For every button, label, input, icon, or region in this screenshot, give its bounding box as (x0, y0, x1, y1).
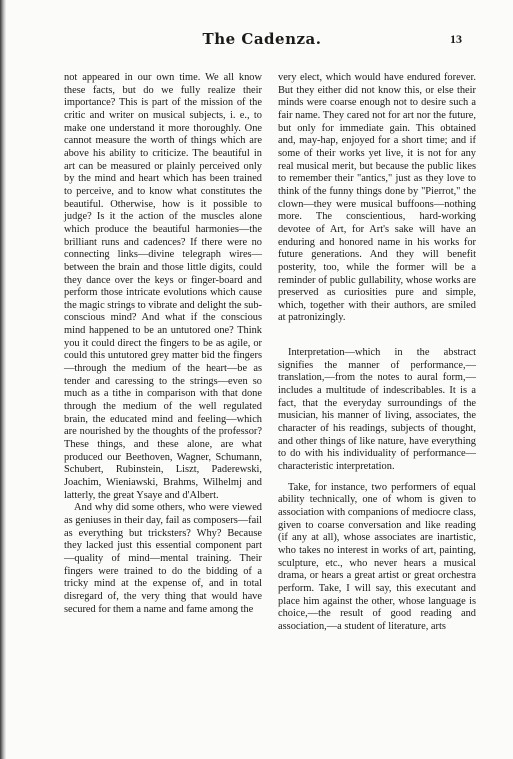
running-header (64, 30, 460, 52)
right-paragraph-1: very elect, which would have endured forever. But they either did not know this, or else their minds were coarse enough not to desire such a fair name. They cared not for art nor the future, but only for immediate gain. This obtained and, may-hap, enjoyed for a short time; and if some of their works yet live, it is not for any real musical merit, but because the public likes to remember their "antics," just as they love to think of the funny things done by "Pierrot," the clown—they were musical buffoons—nothing more. The conscientious, hard-working devotee of Art, for Art's sake will have an enduring and honored name in his works for future generations. And they will benefit posterity, too, while the former will be a reminder of public gullability, whose works are preserved as curiosities pure and simple, which, together with their authors, are smiled at patronizingly. (278, 72, 476, 324)
right-paragraph-2: Interpretation—which in the abstract signifies the manner of performance,—translation,—from the notes to aural form,—includes a multitude of indescribables. It is a fact, that the everyday surroundings of the musician, his manner of living, associates, the character of his readings, subjects of thought, and other things of like nature, have everything to do with his individuality of performance—characteristic interpretation. (278, 347, 476, 473)
right-paragraph-3: Take, for instance, two performers of equal ability technically, one of whom is given to association with companions of mediocre class, given to coarse conversation and like reading (if any at all), whose associates are inartistic, who takes no interest in works of art, painting, sculpture, etc., who never hears a musical drama, or hears a great artist or great orchestra perform. Take, I will say, this executant and place him against the other, whose language is choice,—the result of good reading and association,—a student of literature, arts (278, 481, 476, 632)
left-column (64, 72, 262, 616)
left-paragraph-1: not appeared in our own time. We all know these facts, but do we fully realize their importance? This is part of the mission of the critic and writer on musical subjects, i. e., to make one understand it more thoroughly. One cannot measure the worth of things which are above his ability to criticize. The beautiful in art can be measured or plainly perceived only by the mind and heart which has been trained to perceive, and to know what constitutes the beautiful. Otherwise, how is it possible to judge? Is it the action of the muscles alone which produce the beautiful harmonies—the brilliant runs and cadences? If there were no connecting links—divine telegraph wires—between the brain and those little digits, could they dance over the keys or finger-board and perform those intricate evolutions which cause the magic strings to vibrate and delight the sub-conscious mind? And what if the conscious mind happened to be an untutored one? Think you it could direct the fingers to be as agile, or could this untutored grey matter bid the fingers—through the medium of the heart—be as tender and caressing to the strings—even so much as a tithe in comparison with that done through the medium of the well regulated brain, the educated mind and feeling—which are nourished by the thoughts of the professor? These things, and these alone, are what produced our Beethoven, Wagner, Schumann, Schubert, Rubinstein, Liszt, Paderewski, Joachim, Wieniawski, Brahms, Wilhelmj and latterly, the great Ysaye and d'Albert. (64, 72, 262, 501)
page-binding-edge (0, 0, 6, 759)
page-number: 13 (450, 32, 462, 46)
left-paragraph-2: And why did some others, who were viewed as geniuses in their day, fail as composers—fail as everything but tricksters? Why? Because they lacked just this essential component part—quality of mind—mental training. Their fingers were trained to do the bidding of a tricky mind at the expense of, and in total disregard of, the very thing that would have secured for them a name and fame among the (64, 502, 262, 615)
right-column (278, 72, 476, 634)
journal-title: The Cadenza. (202, 30, 322, 48)
